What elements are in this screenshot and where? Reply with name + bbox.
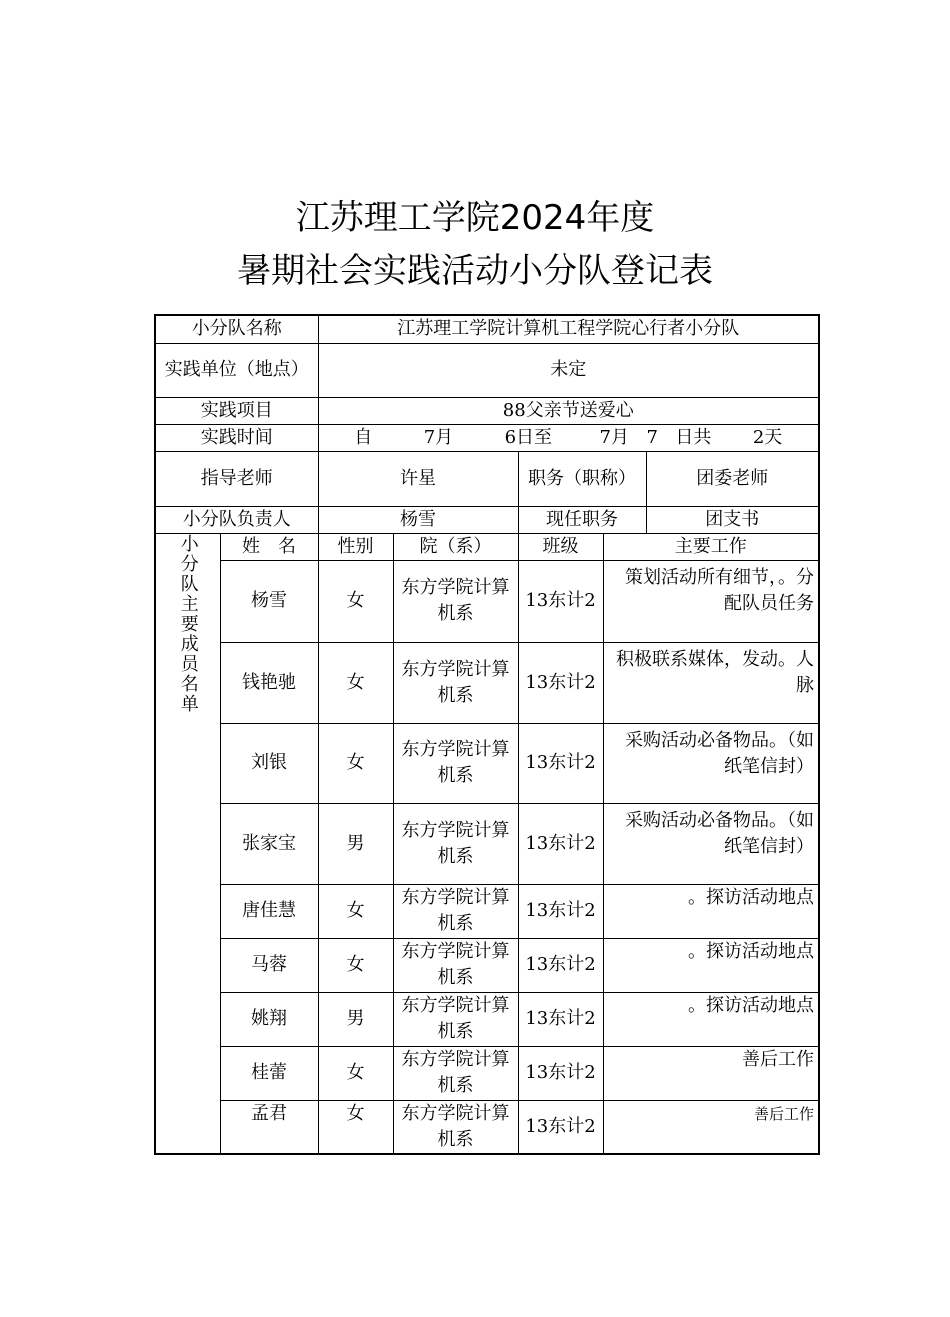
member-name: 马蓉 xyxy=(220,938,318,992)
member-work: 采购活动必备物品。（如纸笔信封） xyxy=(603,723,819,803)
table-row xyxy=(155,560,819,642)
unit-label: 实践单位（地点） xyxy=(155,343,318,397)
member-class: 13东计2 xyxy=(518,884,603,938)
member-name: 唐佳慧 xyxy=(220,884,318,938)
member-gender: 女 xyxy=(318,884,393,938)
member-class: 13东计2 xyxy=(518,938,603,992)
member-class: 13东计2 xyxy=(518,723,603,803)
member-class: 13东计2 xyxy=(518,992,603,1046)
table-row xyxy=(155,1046,819,1100)
member-gender: 女 xyxy=(318,642,393,723)
member-name: 张家宝 xyxy=(220,803,318,884)
leader-role-value: 团支书 xyxy=(646,506,819,533)
leader-label: 小分队负责人 xyxy=(155,506,318,533)
member-dept: 东方学院计算机系 xyxy=(393,1046,518,1100)
member-gender: 男 xyxy=(318,803,393,884)
time-day-start: 6日至 xyxy=(504,426,553,448)
member-work: 积极联系媒体，发动。人脉 xyxy=(603,642,819,723)
member-work: 善后工作 xyxy=(603,1100,819,1154)
header-name: 姓 名 xyxy=(220,533,318,560)
member-dept: 东方学院计算机系 xyxy=(393,938,518,992)
header-class: 班级 xyxy=(518,533,603,560)
member-work: 策划活动所有细节，。分配队员任务 xyxy=(603,560,819,642)
unit-value: 未定 xyxy=(318,343,819,397)
member-dept: 东方学院计算机系 xyxy=(393,1100,518,1154)
table-row xyxy=(155,1100,819,1154)
members-section-label: 小分队主要成员名单 xyxy=(155,533,220,1154)
member-dept: 东方学院计算机系 xyxy=(393,884,518,938)
advisor-value: 许星 xyxy=(318,451,518,506)
advisor-role-label: 职务（职称） xyxy=(518,451,646,506)
header-work: 主要工作 xyxy=(603,533,819,560)
time-from: 自 xyxy=(354,426,373,448)
time-total: 2天 xyxy=(752,426,783,448)
table-row xyxy=(155,803,819,884)
member-dept: 东方学院计算机系 xyxy=(393,560,518,642)
project-value: 88父亲节送爱心 xyxy=(318,397,819,424)
team-name-value: 江苏理工学院计算机工程学院心行者小分队 xyxy=(318,315,819,343)
member-dept: 东方学院计算机系 xyxy=(393,642,518,723)
member-gender: 女 xyxy=(318,560,393,642)
leader-value: 杨雪 xyxy=(318,506,518,533)
member-dept: 东方学院计算机系 xyxy=(393,803,518,884)
table-row xyxy=(155,992,819,1046)
time-month-end: 7月 xyxy=(599,426,629,448)
table-row xyxy=(155,884,819,938)
member-gender: 女 xyxy=(318,938,393,992)
member-name: 钱艳驰 xyxy=(220,642,318,723)
time-label: 实践时间 xyxy=(155,424,318,451)
title-line-1: 江苏理工学院2024年度 xyxy=(295,198,655,238)
member-work: 善后工作 xyxy=(603,1046,819,1100)
member-work: 。探访活动地点 xyxy=(603,938,819,992)
time-value xyxy=(318,424,819,451)
table-row xyxy=(155,938,819,992)
member-gender: 男 xyxy=(318,992,393,1046)
member-name: 姚翔 xyxy=(220,992,318,1046)
member-dept: 东方学院计算机系 xyxy=(393,992,518,1046)
member-class: 13东计2 xyxy=(518,1046,603,1100)
project-label: 实践项目 xyxy=(155,397,318,424)
member-work: 。探访活动地点 xyxy=(603,992,819,1046)
time-total-prefix: 日共 xyxy=(675,426,712,448)
member-class: 13东计2 xyxy=(518,803,603,884)
member-dept: 东方学院计算机系 xyxy=(393,723,518,803)
member-gender: 女 xyxy=(318,1100,393,1154)
leader-role-label: 现任职务 xyxy=(518,506,646,533)
member-work: 采购活动必备物品。（如纸笔信封） xyxy=(603,803,819,884)
header-dept: 院（系） xyxy=(393,533,518,560)
title-line-2: 暑期社会实践活动小分队登记表 xyxy=(237,251,713,291)
member-class: 13东计2 xyxy=(518,642,603,723)
header-gender: 性别 xyxy=(318,533,393,560)
member-name: 刘银 xyxy=(220,723,318,803)
member-class: 13东计2 xyxy=(518,560,603,642)
member-name: 孟君 xyxy=(220,1100,318,1154)
member-work: 。探访活动地点 xyxy=(603,884,819,938)
time-day-end: 7 xyxy=(646,426,658,448)
team-name-label: 小分队名称 xyxy=(155,315,318,343)
advisor-label: 指导老师 xyxy=(155,451,318,506)
table-row xyxy=(155,723,819,803)
member-gender: 女 xyxy=(318,1046,393,1100)
member-name: 桂蕾 xyxy=(220,1046,318,1100)
member-gender: 女 xyxy=(318,723,393,803)
time-month-start: 7月 xyxy=(423,426,454,448)
member-class: 13东计2 xyxy=(518,1100,603,1154)
advisor-role-value: 团委老师 xyxy=(646,451,819,506)
registration-table xyxy=(154,314,820,1155)
member-name: 杨雪 xyxy=(220,560,318,642)
table-row xyxy=(155,642,819,723)
